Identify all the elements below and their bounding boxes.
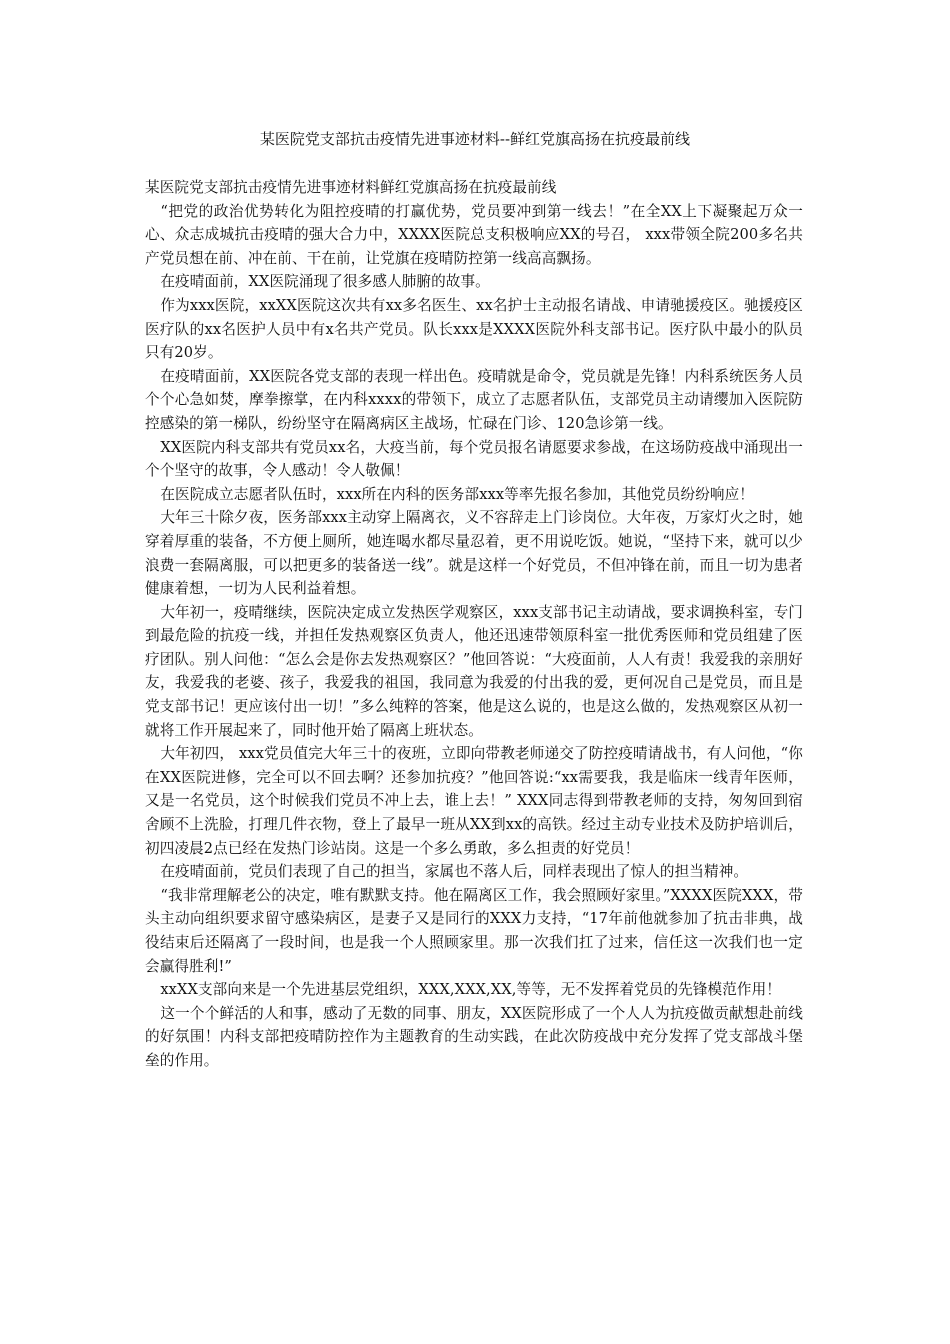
paragraph: xxXX支部向来是一个先进基层党组织，XXX,XXX,XX,等等，无不发挥着党员的先锋模范作用！ — [160, 981, 781, 999]
document-title: 某医院党支部抗击疫情先进事迹材料--鲜红党旗高扬在抗疫最前线 — [259, 130, 691, 148]
paragraph: 作为xxx医院，xxXX医院这次共有xx多名医生、xx名护士主动报名请战、申请驰援疫区。驰援疫区医疗队的xx名医护人员中有x名共产党员。队长xxx是XXXX医院外科支部书记。医疗队中最小的队员只有20岁。 — [145, 296, 803, 362]
paragraph: 大年初一，疫晴继续，医院决定成立发热医学观察区，xxx支部书记主动请战，要求调换科室，专门到最危险的抗疫一线，并担任发热观察区负责人，他还迅速带领原科室一批优秀医师和党员组建了医疗团队。别人问他：“怎么会是你去发热观察区？”他回答说：“大疫面前，人人有责！我爱我的亲朋好友，我爱我的老婆、孩子，我爱我的祖国，我同意为我爱的付出我的爱，更何况自己是党员，而且是党支部书记！更应该付出一切！”多么纯粹的答案，他是这么说的，也是这么做的，发热观察区从初一就将工作开展起来了，同时他开始了隔离上班状态。 — [145, 603, 803, 739]
paragraph: “把党的政治优势转化为阻控疫晴的打赢优势，党员要冲到第一线去！”在全XX上下凝聚起万众一心、众志成城抗击疫晴的强大合力中，XXXX医院总支积极响应XX的号召， xxx带领全院200多名共产党员想在前、冲在前、干在前，让党旗在疫晴防控第一线高高飘扬。 — [145, 202, 803, 267]
paragraph: 在疫晴面前，XX医院各党支部的表现一样出色。疫晴就是命令，党员就是先锋！内科系统医务人员个个心急如焚，摩拳擦掌，在内科xxxx的带领下，成立了志愿者队伍，支部党员主动请缨加入医院防控感染的第一梯队，纷纷坚守在隔离病区主战场，忙碌在门诊、120急诊第一线。 — [145, 367, 803, 432]
paragraph: “我非常理解老公的决定，唯有默默支持。他在隔离区工作，我会照顾好家里。”XXXX医院XXX，带头主动向组织要求留守感染病区，是妻子又是同行的XXX力支持，“17年前他就参加了抗击非典，战役结束后还隔离了一段时间，也是我一个人照顾家里。那一次我们扛了过来，信任这一次我们也一定会赢得胜利!” — [145, 886, 803, 975]
paragraph: 这一个个鲜活的人和事，感动了无数的同事、朋友，XX医院形成了一个人人为抗疫做贡献想赴前线的好氛围！内科支部把疫晴防控作为主题教育的生动实践，在此次防疫战中充分发挥了党支部战斗堡垒的作用。 — [145, 1004, 803, 1069]
paragraph: 在医院成立志愿者队伍时，xxx所在内科的医务部xxx等率先报名参加，其他党员纷纷响应！ — [160, 485, 754, 503]
paragraph: 在疫晴面前，XX医院涌现了很多感人肺腑的故事。 — [160, 273, 490, 291]
document-body — [145, 176, 803, 1073]
paragraph: 大年初四， xxx党员值完大年三十的夜班，立即向带教老师递交了防控疫晴请战书，有人问他，“你在XX医院进修，完全可以不回去啊？还参加抗疫？”他回答说:“xx需要我，我是临床一线青年医师，又是一名党员，这个时候我们党员不冲上去，谁上去！” XXX同志得到带教老师的支持，匆匆回到宿舍顾不上洗脸，打理几件衣物，登上了最早一班从XX到xx的高铁。经过主动专业技术及防护培训后，初四凌晨2点已经在发热门诊站岗。这是一个多么勇敢，多么担责的好党员！ — [145, 745, 803, 857]
paragraph: XX医院内科支部共有党员xx名，大疫当前，每个党员报名请愿要求参战，在这场防疫战中涌现出一个个坚守的故事，令人感动！令人敬佩！ — [145, 438, 803, 480]
paragraph: 大年三十除夕夜，医务部xxx主动穿上隔离衣，义不容辞走上门诊岗位。大年夜，万家灯火之时，她穿着厚重的装备，不方便上厕所，她连喝水都尽量忍着，更不用说吃饭。她说，“坚持下来，就可以少浪费一套隔离服，可以把更多的装备送一线”。就是这样一个好党员，不但冲锋在前，而且一切为患者健康着想，一切为人民利益着想。 — [145, 509, 803, 598]
document-heading: 某医院党支部抗击疫情先进事迹材料鲜红党旗高扬在抗疫最前线 — [145, 179, 557, 196]
paragraph: 在疫晴面前，党员们表现了自己的担当，家属也不落人后，同样表现出了惊人的担当精神。 — [160, 863, 749, 881]
